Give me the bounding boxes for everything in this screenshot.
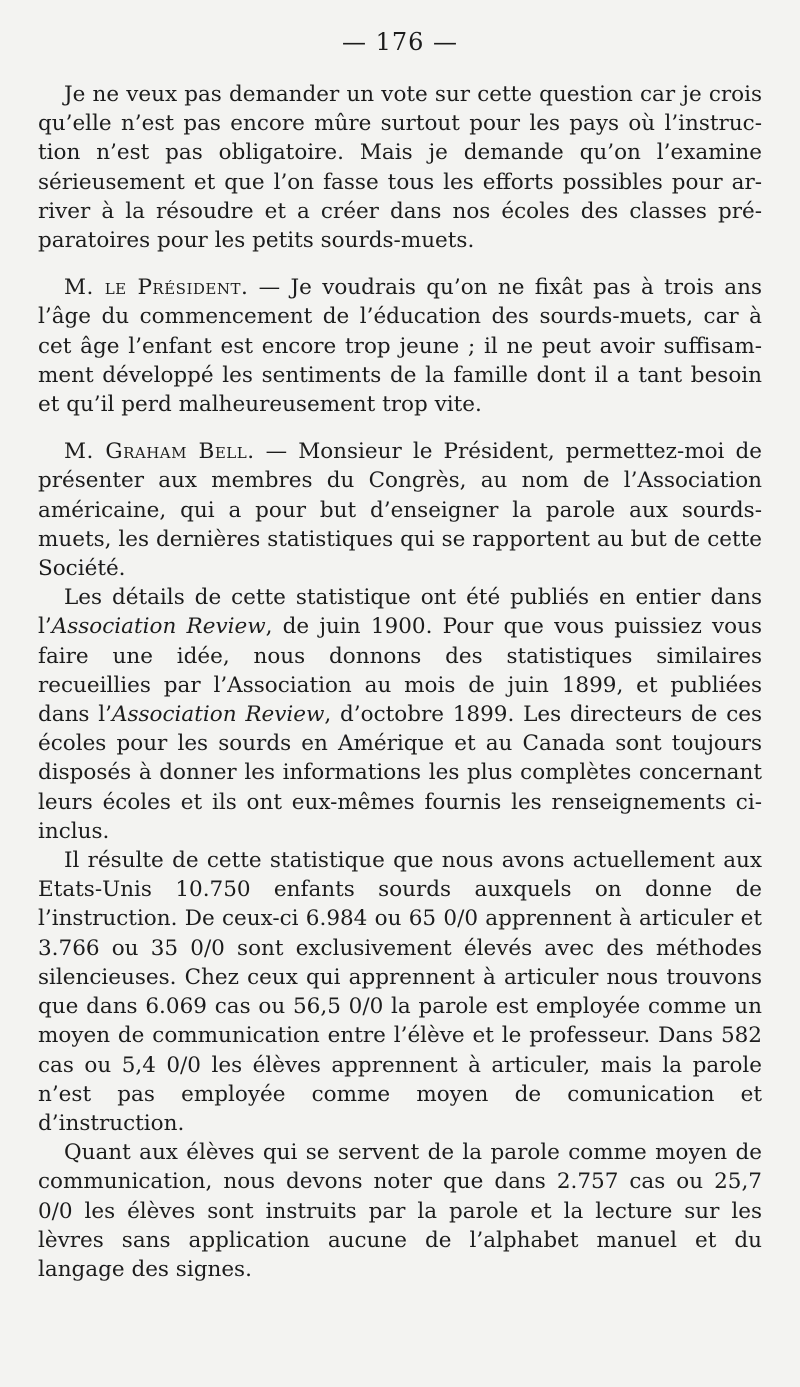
paragraph-4-text-c: , d’octobre 1899. Les directeurs de ces écoles pour les sourds en Amérique et au Canada sont toujours disposés à donner les informations les plus complètes concernant leurs écoles et ils ont eux-mêmes fournis les renseignements ci-inclus. [38, 702, 762, 844]
journal-title-2: Association Review [111, 702, 325, 728]
paragraph-4-text-a: Les détails de cette statistique ont été publiés en entier dans l’ [38, 585, 762, 640]
paragraph-5-text: Il résulte de cette statistique que nous avons actuellement aux Etats-Unis 10.750 enfants sourds auxquels on donne de l’instruction. De ceux-ci 6.984 ou 65 0/0 apprennent à articuler et 3.766 ou 35 0/0 sont exclusivement élevés avec des méthodes silencieuses. Chez ceux qui apprennent à articuler nous trouvons que dans 6.069 cas ou 56,5 0/0 la parole est employée comme un moyen de communication entre l’élève et le professeur. Dans 582 cas ou 5,4 0/0 les élèves apprennent à articuler, mais la parole n’est pas employée comme moyen de comunication et d’instruction. [38, 848, 762, 1136]
speaker-graham-bell: M. Graham Bell. [64, 439, 255, 465]
journal-title-1: Association Review [51, 614, 266, 640]
paragraph-5 [38, 846, 762, 1138]
paragraph-1-text: Je ne veux pas demander un vote sur cette question car je crois qu’elle n’est pas encore mûre surtout pour les pays où l’instruction n’est pas obligatoire. Mais je demande qu’on l’examine sérieusement et que l’on fasse tous les efforts possibles pour arriver à la résoudre et a créer dans nos écoles des classes préparatoires pour les petits sourds-muets. [38, 82, 762, 254]
document-page [38, 28, 762, 1284]
paragraph-6-text: Quant aux élèves qui se servent de la parole comme moyen de communication, nous devons noter que dans 2.757 cas ou 25,7 0/0 les élèves sont instruits par la parole et la lecture sur les lèvres sans application aucune de l’alphabet manuel et du langage des signes. [38, 1140, 762, 1282]
paragraph-3-text: — Monsieur le Président, permettez-moi de présenter aux membres du Congrès, au nom de l’Association américaine, qui a pour but d’enseigner la parole aux sourds-muets, les dernières statistiques qui se rapportent au but de cette Société. [38, 439, 762, 582]
paragraph-4-text-b: , de juin 1900. Pour que vous puissiez vous faire une idée, nous donnons des statistiques similaires recueillies par l’Association au mois de juin 1899, et publiées dans l’ [38, 614, 762, 728]
paragraph-3 [38, 437, 762, 583]
paragraph-4 [38, 583, 762, 846]
paragraph-2-text: — Je voudrais qu’on ne fixât pas à trois ans l’âge du commencement de l’éducation des sourds-muets, car à cet âge l’enfant est encore trop jeune ; il ne peut avoir suffisamment développé les sentiments de la famille dont il a tant besoin et qu’il perd malheureusement trop vite. [38, 275, 762, 418]
speaker-president: M. le Président. [64, 275, 249, 301]
paragraph-6 [38, 1138, 762, 1284]
page-number: — 176 — [341, 28, 459, 56]
paragraph-1 [38, 80, 762, 255]
paragraph-2 [38, 273, 762, 419]
